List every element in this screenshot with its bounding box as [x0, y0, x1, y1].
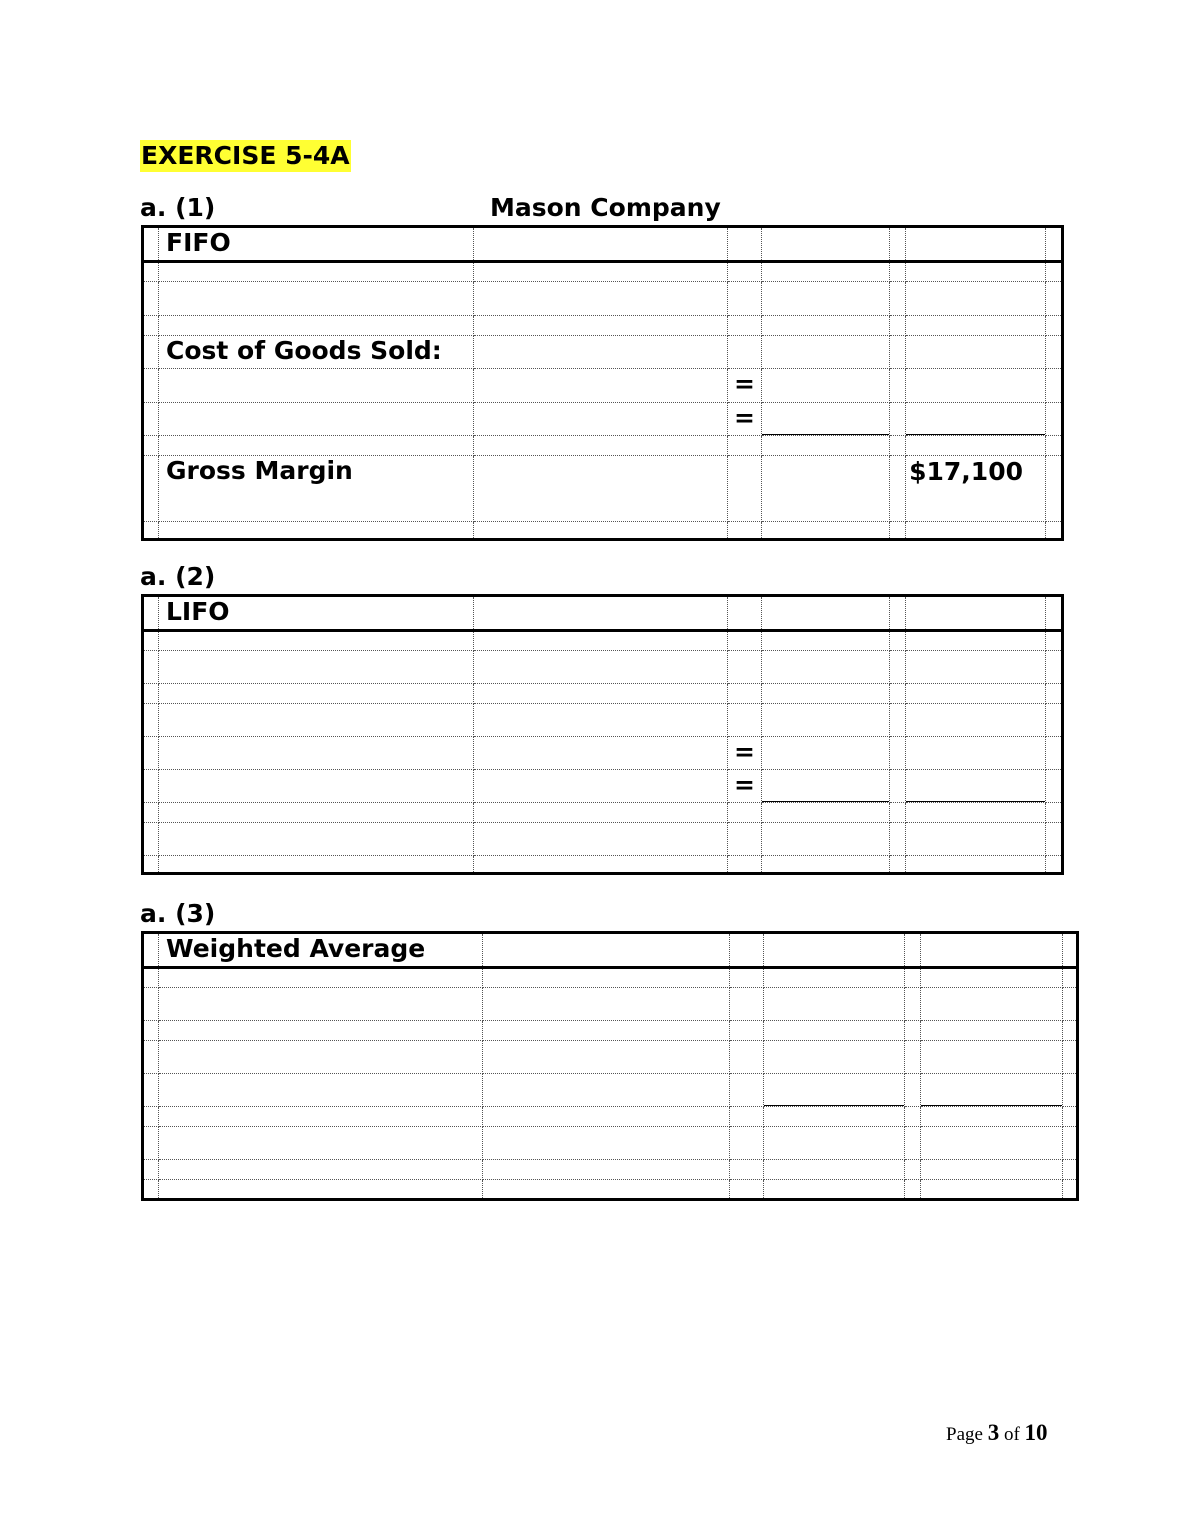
table-row [143, 631, 1063, 651]
table-row [143, 968, 1078, 988]
page-number: 3 [987, 1420, 1000, 1445]
section2-label: a. (2) [140, 562, 216, 591]
table-row [143, 1074, 1078, 1107]
table-row [143, 770, 1063, 803]
fifo-header-row [143, 227, 1063, 262]
table-row [143, 1127, 1078, 1160]
table-row [143, 403, 1063, 436]
section3-label: a. (3) [140, 899, 216, 928]
table-row [143, 336, 1063, 369]
exercise-title: EXERCISE 5-4A [141, 141, 350, 170]
lifo-header: LIFO [159, 596, 474, 631]
table-row [143, 262, 1063, 282]
table-row [143, 684, 1063, 704]
equals-sign: = [728, 403, 762, 436]
equals-sign: = [728, 737, 762, 770]
table-row [143, 1021, 1078, 1041]
equals-sign: = [728, 369, 762, 403]
table-row [143, 1180, 1078, 1200]
fifo-table [141, 225, 1064, 541]
page-footer [946, 1420, 1048, 1446]
table-row [143, 823, 1063, 856]
table-row [143, 988, 1078, 1021]
table-row [143, 737, 1063, 770]
table-row [143, 1160, 1078, 1180]
fifo-header: FIFO [159, 227, 474, 262]
weighted-average-header: Weighted Average [159, 933, 483, 968]
table-row [143, 522, 1063, 540]
company-name: Mason Company [490, 193, 721, 222]
weighted-average-table [141, 931, 1079, 1201]
table-row [143, 1041, 1078, 1074]
table-row [143, 436, 1063, 456]
table-row [143, 282, 1063, 316]
table-row [143, 651, 1063, 684]
gross-margin-value: $17,100 [906, 456, 1046, 522]
lifo-table [141, 594, 1064, 875]
equals-sign: = [728, 770, 762, 803]
wa-header-row [143, 933, 1078, 968]
total-pages: 10 [1024, 1420, 1048, 1445]
table-row [143, 316, 1063, 336]
page-word: Page [946, 1424, 983, 1445]
table-row [143, 704, 1063, 737]
table-row [143, 856, 1063, 874]
of-word: of [1003, 1424, 1020, 1445]
gross-margin-label: Gross Margin [159, 456, 474, 522]
section1-label: a. (1) [140, 193, 216, 222]
table-row [143, 1107, 1078, 1127]
table-row [143, 369, 1063, 403]
table-row [143, 456, 1063, 522]
cogs-label: Cost of Goods Sold: [159, 336, 474, 369]
lifo-header-row [143, 596, 1063, 631]
table-row [143, 803, 1063, 823]
